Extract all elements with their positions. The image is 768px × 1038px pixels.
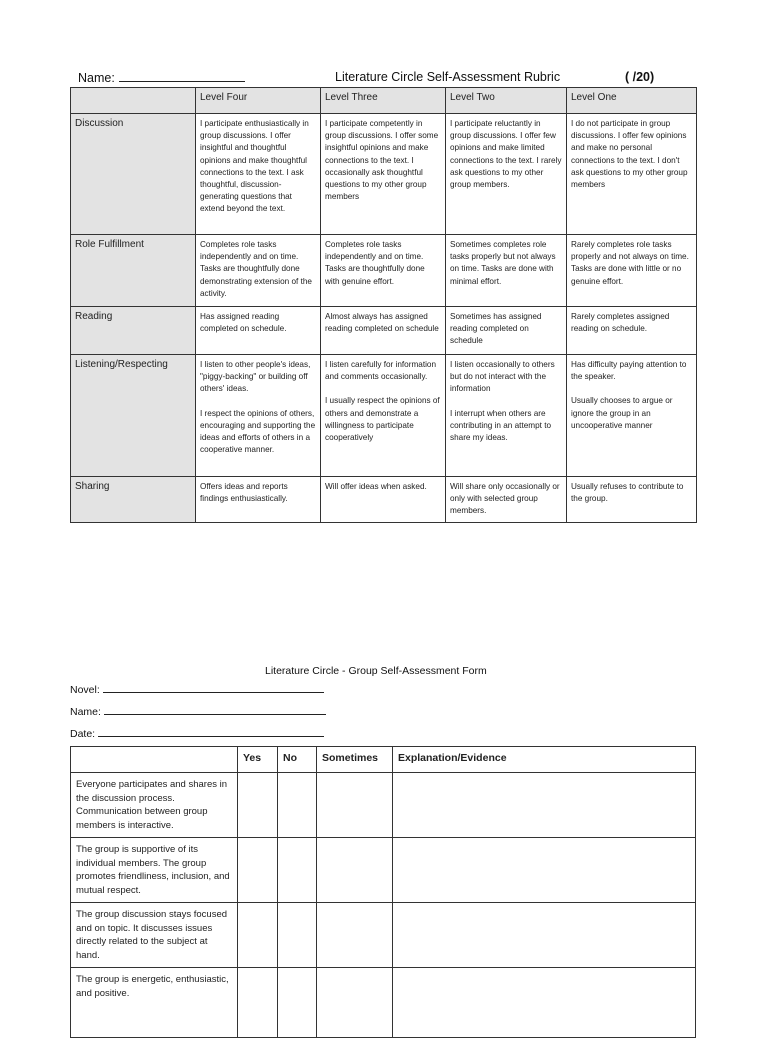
rubric-col-header: Level Two <box>446 88 567 114</box>
rubric-header <box>70 68 696 88</box>
group-header-row <box>71 747 696 773</box>
group-row <box>71 773 696 838</box>
rubric-cell-text: I interrupt when others are contributing in an attempt to share my ideas. <box>450 408 552 443</box>
rubric-cell-text: Will share only occasionally or only with selected group members. <box>450 482 560 516</box>
form-title: Literature Circle - Group Self-Assessment Form <box>265 665 487 677</box>
rubric-row <box>71 355 697 477</box>
rubric-cell <box>196 235 321 307</box>
rubric-cell <box>567 114 697 235</box>
rubric-cell-text: I participate enthusiastically in group discussions. I offer insightful and thoughtful opinions and make thoughtful connections to the text. I ask thoughtful, discussion-generating questions that extend beyond the text. <box>200 119 309 214</box>
name-field[interactable] <box>78 70 245 85</box>
rubric-cell <box>446 114 567 235</box>
rubric-cell-text: I participate competently in group discussions. I offer some insightful opinions and make connections to the text. I occasionally ask thoughtful questions to my other group members <box>325 119 439 202</box>
rubric-cell <box>567 307 697 355</box>
rubric-cell-text: Has assigned reading completed on schedule. <box>200 312 287 334</box>
rubric-cell <box>196 477 321 523</box>
group-col-header: No <box>278 747 317 773</box>
rubric-col-header: Level Three <box>321 88 446 114</box>
rubric-row <box>71 307 697 355</box>
yes-cell[interactable] <box>238 903 278 968</box>
rubric-cell <box>321 477 446 523</box>
rubric-cell <box>321 114 446 235</box>
group-row <box>71 903 696 968</box>
rubric-cell-text: I respect the opinions of others, encouraging and supporting the ideas and efforts of others in a cooperative manner. <box>200 408 316 455</box>
rubric-row <box>71 114 697 235</box>
group-corner-cell <box>71 747 238 773</box>
rubric-cell-text: Almost always has assigned reading completed on schedule <box>325 312 439 334</box>
rubric-cell-text: I usually respect the opinions of others and demonstrate a willingness to participate cooperatively <box>325 396 440 443</box>
rubric-criterion: Listening/Respecting <box>71 355 196 477</box>
rubric-cell-text: Completes role tasks independently and on time. Tasks are thoughtfully done demonstrating extension of the activity. <box>200 240 312 298</box>
rubric-cell <box>321 355 446 477</box>
rubric-cell <box>446 355 567 477</box>
score-box: ( /20) <box>625 70 655 84</box>
yes-cell[interactable] <box>238 838 278 903</box>
sometimes-cell[interactable] <box>317 773 393 838</box>
rubric-corner-cell <box>71 88 196 114</box>
rubric-cell <box>446 235 567 307</box>
yes-cell[interactable] <box>238 968 278 1038</box>
rubric-header-row <box>71 88 697 114</box>
group-col-header: Explanation/Evidence <box>393 747 696 773</box>
rubric-cell-text: Sometimes completes role tasks properly but not always on time. Tasks are done with minimal effort. <box>450 240 556 286</box>
rubric-cell-text: Completes role tasks independently and on time. Tasks are thoughtfully done with genuine effort. <box>325 240 425 286</box>
rubric-row <box>71 235 697 307</box>
group-col-header: Sometimes <box>317 747 393 773</box>
rubric-cell-text: I listen to other people's ideas, "piggy-backing" or building off others' ideas. <box>200 360 311 394</box>
novel-blank-line[interactable] <box>103 682 324 693</box>
yes-cell[interactable] <box>238 773 278 838</box>
rubric-cell-text: Usually chooses to argue or ignore the group in an uncooperative manner <box>571 396 673 430</box>
sometimes-cell[interactable] <box>317 838 393 903</box>
no-cell[interactable] <box>278 968 317 1038</box>
rubric-cell-text: Has difficulty paying attention to the speaker. <box>571 360 687 382</box>
name-label: Name: <box>78 71 115 85</box>
form-name-field[interactable] <box>70 704 326 718</box>
form-name-label: Name: <box>70 706 101 718</box>
rubric-cell-text: Rarely completes assigned reading on schedule. <box>571 312 670 334</box>
rubric-cell <box>567 235 697 307</box>
rubric-title: Literature Circle Self-Assessment Rubric <box>335 70 561 84</box>
date-label: Date: <box>70 728 96 740</box>
group-criterion: The group is supportive of its individual members. The group promotes friendliness, inclusion, and mutual respect. <box>71 838 238 903</box>
group-criterion: Everyone participates and shares in the discussion process. Communication between group members is interactive. <box>71 773 238 838</box>
sometimes-cell[interactable] <box>317 903 393 968</box>
group-row <box>71 968 696 1038</box>
rubric-cell <box>196 307 321 355</box>
rubric-cell <box>196 355 321 477</box>
rubric-criterion: Reading <box>71 307 196 355</box>
rubric-cell-text: Sometimes has assigned reading completed on schedule <box>450 312 542 346</box>
rubric-cell <box>567 477 697 523</box>
rubric-cell <box>321 235 446 307</box>
rubric-cell <box>321 307 446 355</box>
no-cell[interactable] <box>278 773 317 838</box>
group-assessment-table <box>70 746 696 1038</box>
rubric-cell-text: I listen occasionally to others but do not interact with the information <box>450 360 555 394</box>
rubric-criterion: Discussion <box>71 114 196 235</box>
rubric-cell-text: I participate reluctantly in group discussions. I offer few opinions and make limited connections to the text. I rarely ask questions to my other group members. <box>450 119 562 190</box>
evidence-cell[interactable] <box>393 838 696 903</box>
rubric-cell-text: Rarely completes role tasks properly and not always on time. Tasks are done with little or no genuine effort. <box>571 240 689 286</box>
rubric-cell-text: Will offer ideas when asked. <box>325 482 427 491</box>
date-blank-line[interactable] <box>98 726 324 737</box>
novel-field[interactable] <box>70 682 324 696</box>
group-col-header: Yes <box>238 747 278 773</box>
evidence-cell[interactable] <box>393 773 696 838</box>
rubric-cell-text: I listen carefully for information and comments occasionally. <box>325 360 437 382</box>
rubric-table <box>70 87 697 523</box>
evidence-cell[interactable] <box>393 968 696 1038</box>
sometimes-cell[interactable] <box>317 968 393 1038</box>
form-name-blank-line[interactable] <box>104 704 326 715</box>
date-field[interactable] <box>70 726 324 740</box>
group-criterion: The group is energetic, enthusiastic, and positive. <box>71 968 238 1038</box>
rubric-cell-text: Usually refuses to contribute to the group. <box>571 482 684 504</box>
group-criterion: The group discussion stays focused and on topic. It discusses issues directly related to the subject at hand. <box>71 903 238 968</box>
evidence-cell[interactable] <box>393 903 696 968</box>
rubric-criterion: Sharing <box>71 477 196 523</box>
group-row <box>71 838 696 903</box>
no-cell[interactable] <box>278 838 317 903</box>
rubric-cell <box>446 307 567 355</box>
rubric-cell-text: I do not participate in group discussions. I offer few opinions and make no personal connections to the text. I don't ask questions to my other group members <box>571 119 688 190</box>
rubric-col-header: Level One <box>567 88 697 114</box>
rubric-col-header: Level Four <box>196 88 321 114</box>
rubric-cell <box>196 114 321 235</box>
rubric-cell <box>446 477 567 523</box>
novel-label: Novel: <box>70 684 100 696</box>
rubric-cell-text: Offers ideas and reports findings enthusiastically. <box>200 482 288 504</box>
name-blank-line[interactable] <box>119 70 245 82</box>
rubric-criterion: Role Fulfillment <box>71 235 196 307</box>
no-cell[interactable] <box>278 903 317 968</box>
rubric-row <box>71 477 697 523</box>
rubric-cell <box>567 355 697 477</box>
